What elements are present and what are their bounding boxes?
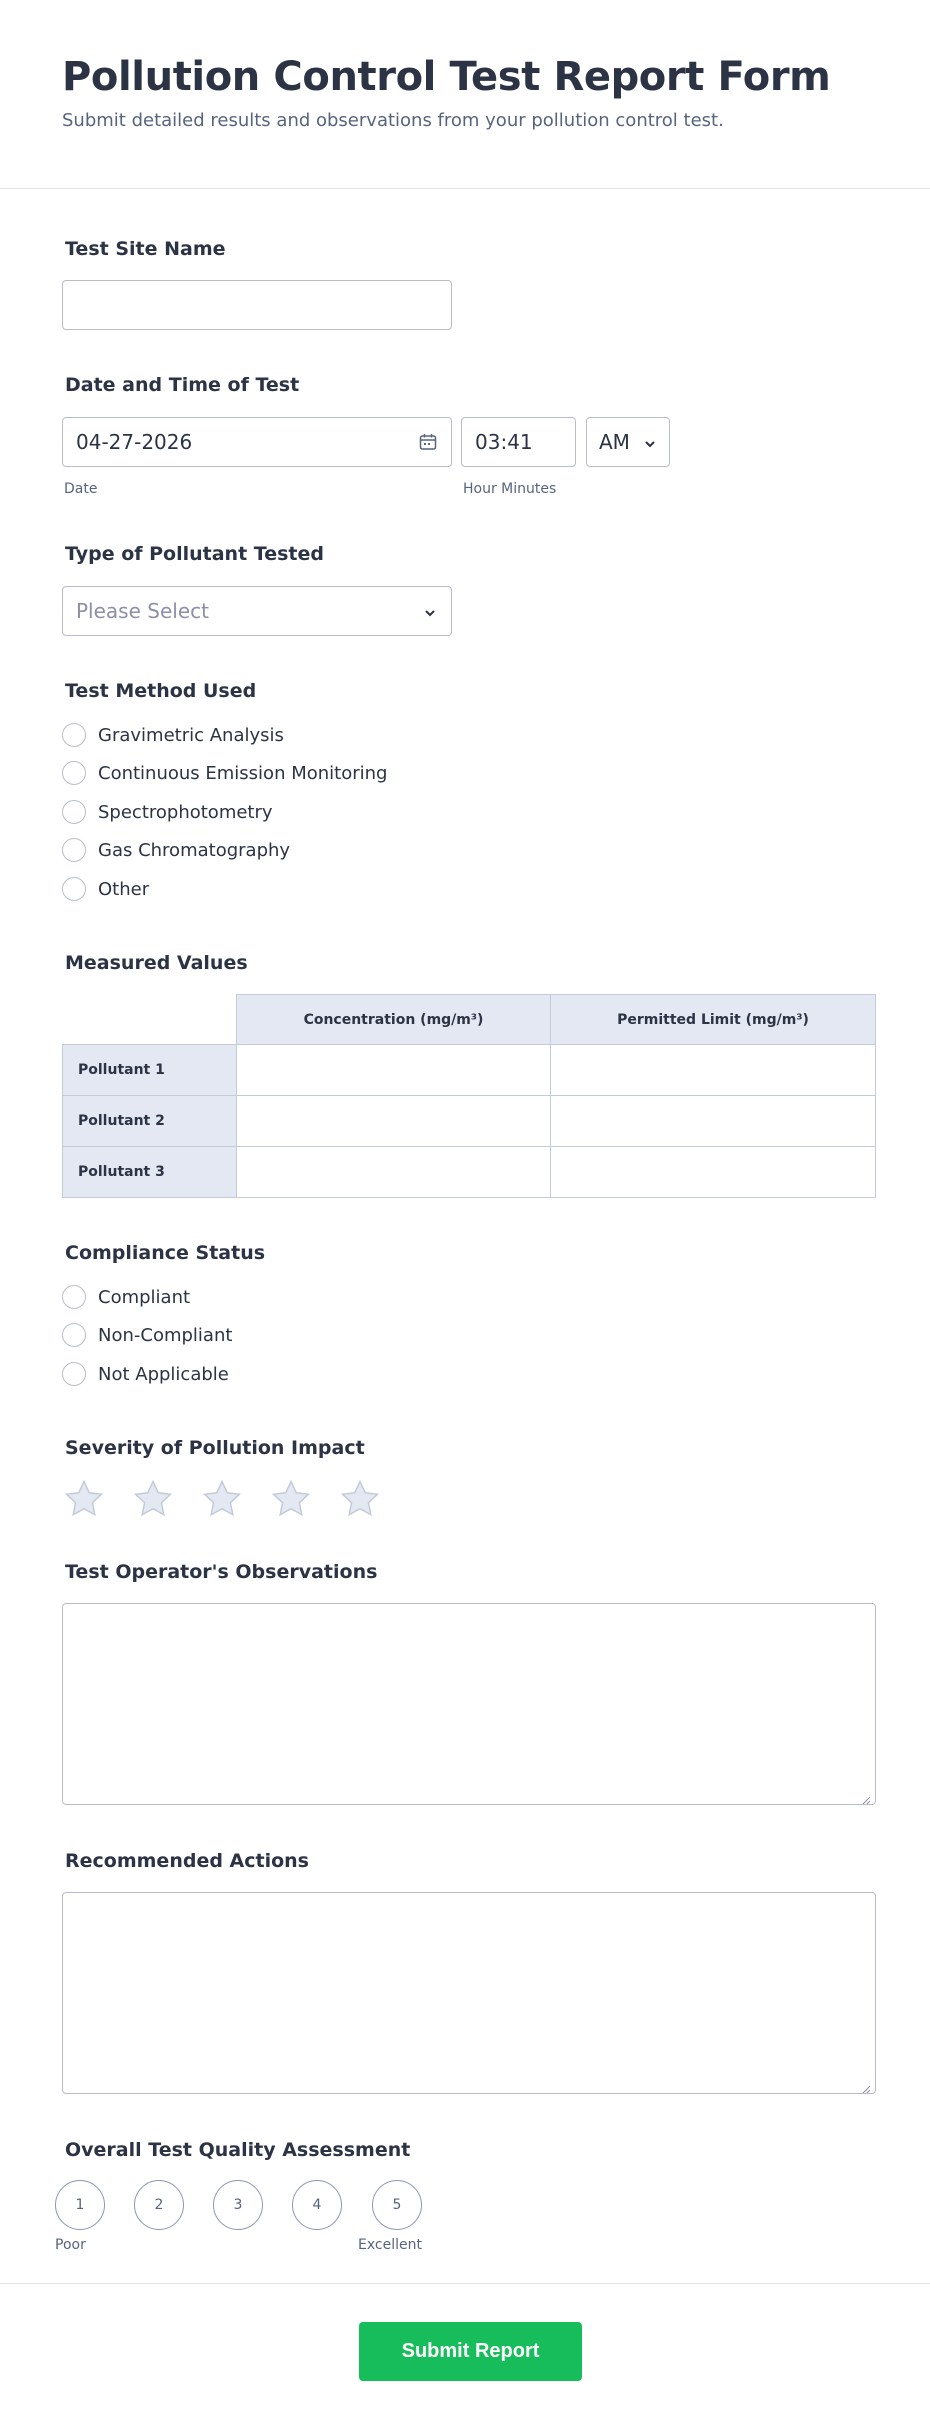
- method-option[interactable]: [62, 761, 387, 785]
- table-corner: [63, 995, 237, 1045]
- method-option-label: Gravimetric Analysis: [98, 724, 284, 746]
- page-subtitle: Submit detailed results and observations from your pollution control test.: [62, 110, 724, 131]
- star-icon[interactable]: [131, 1477, 175, 1521]
- method-option-label: Other: [98, 878, 150, 900]
- column-header: Concentration (mg/m³): [237, 995, 551, 1045]
- submit-button[interactable]: Submit Report: [359, 2322, 582, 2381]
- pollutant-label: Type of Pollutant Tested: [65, 543, 324, 565]
- concentration-cell-input[interactable]: [237, 1096, 551, 1147]
- compliance-option-label: Not Applicable: [98, 1363, 229, 1385]
- method-option[interactable]: [62, 838, 290, 862]
- site-label: Test Site Name: [65, 238, 226, 260]
- radio-button[interactable]: [62, 838, 86, 862]
- radio-button[interactable]: [62, 800, 86, 824]
- concentration-cell-input[interactable]: [237, 1045, 551, 1096]
- radio-button[interactable]: [62, 1285, 86, 1309]
- method-option-label: Gas Chromatography: [98, 839, 291, 861]
- actions-textarea[interactable]: [62, 1892, 876, 2094]
- scale-option-1[interactable]: 1: [55, 2180, 105, 2230]
- compliance-option[interactable]: [62, 1285, 190, 1309]
- scale-option-2[interactable]: 2: [134, 2180, 184, 2230]
- datetime-label: Date and Time of Test: [65, 374, 300, 396]
- ampm-value: AM: [599, 430, 630, 454]
- form-header: [0, 0, 930, 189]
- footer-divider: [0, 2283, 930, 2284]
- radio-button[interactable]: [62, 723, 86, 747]
- method-label: Test Method Used: [65, 680, 257, 702]
- radio-button[interactable]: [62, 877, 86, 901]
- calendar-icon[interactable]: [418, 432, 438, 456]
- row-header: Pollutant 1: [63, 1045, 237, 1096]
- limit-cell-input[interactable]: [551, 1147, 876, 1198]
- scale-option-4[interactable]: 4: [292, 2180, 342, 2230]
- compliance-option[interactable]: [62, 1323, 232, 1347]
- concentration-cell-input[interactable]: [237, 1147, 551, 1198]
- method-option-label: Continuous Emission Monitoring: [98, 762, 388, 784]
- method-option-label: Spectrophotometry: [98, 801, 273, 823]
- site-name-input[interactable]: [62, 280, 452, 330]
- table-row: [63, 1147, 876, 1198]
- observations-textarea[interactable]: [62, 1603, 876, 1805]
- limit-cell-input[interactable]: [551, 1045, 876, 1096]
- scale-option-5[interactable]: 5: [372, 2180, 422, 2230]
- column-header: Permitted Limit (mg/m³): [551, 995, 876, 1045]
- measured-values-table: [62, 994, 876, 1198]
- compliance-option-label: Compliant: [98, 1286, 191, 1308]
- compliance-option[interactable]: [62, 1362, 229, 1386]
- star-rating: [62, 1477, 382, 1521]
- row-header: Pollutant 2: [63, 1096, 237, 1147]
- actions-label: Recommended Actions: [65, 1850, 309, 1872]
- scale-option-3[interactable]: 3: [213, 2180, 263, 2230]
- radio-button[interactable]: [62, 1323, 86, 1347]
- observations-label: Test Operator's Observations: [65, 1561, 378, 1583]
- row-header: Pollutant 3: [63, 1147, 237, 1198]
- radio-button[interactable]: [62, 761, 86, 785]
- method-option[interactable]: [62, 723, 284, 747]
- severity-label: Severity of Pollution Impact: [65, 1437, 365, 1459]
- measured-label: Measured Values: [65, 952, 248, 974]
- pollutant-select[interactable]: [62, 586, 452, 636]
- chevron-down-icon: [643, 436, 657, 455]
- scale-low-label: Poor: [55, 2237, 86, 2253]
- radio-button[interactable]: [62, 1362, 86, 1386]
- date-input[interactable]: [62, 417, 452, 467]
- star-icon[interactable]: [269, 1477, 313, 1521]
- resize-handle-icon[interactable]: [861, 2079, 871, 2089]
- chevron-down-icon: [423, 605, 437, 624]
- resize-handle-icon[interactable]: [861, 1790, 871, 1800]
- date-value: 04-27-2026: [76, 430, 193, 454]
- time-value: 03:41: [475, 430, 533, 454]
- method-option[interactable]: [62, 800, 273, 824]
- star-icon[interactable]: [200, 1477, 244, 1521]
- pollutant-placeholder: Please Select: [76, 599, 209, 623]
- page-title: Pollution Control Test Report Form: [62, 54, 831, 100]
- time-input[interactable]: [461, 417, 576, 467]
- table-row: [63, 1045, 876, 1096]
- table-row: [63, 1096, 876, 1147]
- method-option[interactable]: [62, 877, 149, 901]
- table-header-row: [63, 995, 876, 1045]
- star-icon[interactable]: [62, 1477, 106, 1521]
- compliance-label: Compliance Status: [65, 1242, 266, 1264]
- ampm-select[interactable]: [586, 417, 670, 467]
- scale-high-label: Excellent: [358, 2237, 422, 2253]
- date-sublabel: Date: [64, 481, 98, 497]
- limit-cell-input[interactable]: [551, 1096, 876, 1147]
- quality-label: Overall Test Quality Assessment: [65, 2139, 411, 2161]
- time-sublabel: Hour Minutes: [463, 481, 557, 497]
- compliance-option-label: Non-Compliant: [98, 1324, 233, 1346]
- star-icon[interactable]: [338, 1477, 382, 1521]
